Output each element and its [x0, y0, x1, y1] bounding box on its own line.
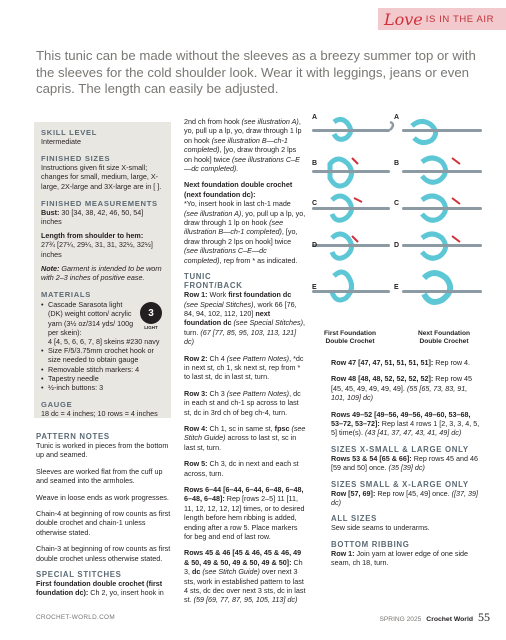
- rows-45-46: [184, 548, 306, 604]
- rows-45-46-c: (see Stitch Guide): [200, 567, 260, 577]
- fdc-label: First foundation double crochet (first foundation dc):: [36, 579, 163, 598]
- row-4-label: Row 4:: [184, 423, 208, 433]
- illustration-label-c-right: C: [394, 200, 400, 207]
- sizes-xsmall-large-heading: SIZES X-SMALL & LARGE ONLY: [331, 444, 469, 454]
- instructions-column: [184, 117, 306, 605]
- illustration-label-d-right: D: [394, 242, 400, 249]
- material-needle: • Tapestry needle: [41, 374, 164, 383]
- caption-next-foundation: Next Foundation Double Crochet: [417, 330, 470, 345]
- materials-list: [41, 300, 164, 392]
- section-banner: [378, 8, 506, 30]
- row-48-label: Row 48 [48, 48, 52, 52, 52, 52]:: [331, 374, 434, 384]
- rows-53-54-label: Rows 53 & 54 [65 & 66]:: [331, 453, 412, 463]
- row-1-h: (67 [77, 85, 95, 103, 113, 121] dc): [184, 327, 297, 347]
- rows-6-44: [184, 485, 306, 541]
- rows-53-54: [331, 454, 481, 473]
- row-57-69-a: Rep row [45, 49] once.: [375, 488, 452, 498]
- row-1-label: Row 1:: [184, 290, 208, 300]
- pattern-info-sidebar: [34, 122, 171, 418]
- row-57-69: [331, 489, 481, 508]
- left-column-illustrations: [312, 119, 393, 300]
- caption-first-foundation: First Foundation Double Crochet: [323, 330, 376, 345]
- illustration-label-a-left: A: [312, 114, 318, 121]
- row-57-69-label: Row [57, 69]:: [331, 488, 376, 498]
- material-yarn: • Cascade Sarasota light (DK) weight cotton/ acrylic yarn (3½ oz/314 yds/ 100g per skein):: [41, 300, 164, 337]
- pattern-notes-heading: PATTERN NOTES: [36, 432, 110, 441]
- nfdc-g: , rep from * as indicated.: [219, 255, 298, 265]
- ease-note: [41, 264, 164, 282]
- material-buttons: • ½-inch buttons: 3: [41, 383, 164, 392]
- fdc-continued: [184, 117, 306, 173]
- row-3-b: (see Pattern Notes): [226, 388, 290, 398]
- all-sizes-heading: ALL SIZES: [331, 514, 378, 524]
- fdc-cont-e: , [yo, draw through 2 lps on hook] twice: [184, 145, 297, 164]
- nfdc-label: Next foundation double crochet (next foundation dc):: [184, 180, 293, 199]
- note-value: Garment is intended to be worn with 2–3 inches of positive ease.: [41, 263, 162, 283]
- instructions-column-right: [331, 358, 481, 568]
- row-48-a: Rep row 45 [45, 45, 49, 49, 49, 49].: [331, 374, 473, 393]
- material-skeins: 4 [4, 5, 6, 6, 7, 8] skeins #230 navy: [48, 337, 160, 347]
- skill-level-heading: SKILL LEVEL: [41, 128, 98, 137]
- page-number: 55: [478, 610, 490, 624]
- rows-45-46-d: over next 3 sts, work in established pattern to last 4 sts, dc dec over next 3 sts, dc in last st.: [184, 567, 306, 605]
- nfdc-a: *Yo, insert hook in last ch-1 made: [184, 199, 291, 209]
- ribbing-row-1-label: Row 1:: [331, 548, 355, 558]
- special-stitches-heading: SPECIAL STITCHES: [36, 570, 122, 580]
- illustration-label-e-right: E: [394, 284, 399, 291]
- nfdc-b: (see illustration A): [184, 208, 242, 218]
- row-3-label: Row 3:: [184, 388, 208, 398]
- rows-45-46-b: dc: [192, 567, 201, 577]
- finished-measurements-heading: FINISHED MEASUREMENTS: [41, 198, 158, 208]
- row-3-a: Ch 3: [207, 388, 227, 398]
- bottom-ribbing-heading: BOTTOM RIBBING: [331, 539, 410, 549]
- rows-6-44-text: Rep [rows 2–5] 11 [11, 11, 12, 12, 12, 12] times, or to desired length before hem ribbing is added, ending after a row 5. Place markers for beg and end of last row.: [184, 494, 305, 542]
- fdc-cont-b: (see illustration A): [241, 117, 299, 126]
- fdc-cont-d: (see illustration B—ch-1 completed): [184, 135, 288, 155]
- note-label: Note:: [41, 263, 60, 273]
- footer-magazine: Crochet World: [426, 616, 473, 623]
- rows-53-54-b: (35 [39] dc): [388, 463, 425, 473]
- stitch-illustration-graphic: [312, 112, 492, 334]
- length-value: 27¾ [27¼, 29¼, 31, 31, 32½, 32½] inches: [41, 240, 153, 259]
- material-hook: • Size F/5/3.75mm crochet hook or size needed to obtain gauge: [41, 346, 164, 364]
- stitch-illustrations: [312, 112, 492, 352]
- row-2-b: (see Pattern Notes): [226, 353, 290, 363]
- fdc-cont-a: 2nd ch from hook: [184, 117, 242, 126]
- footer-site: CROCHET-WORLD.COM: [36, 614, 115, 621]
- note-3: Weave in loose ends as work progresses.: [36, 492, 169, 502]
- illustration-label-b-right: B: [394, 160, 400, 167]
- skill-level: Intermediate: [41, 137, 81, 146]
- row-4-b: fpsc: [274, 423, 290, 433]
- rows-6-44-label: Rows 6–44 [6–44, 6–44, 6–48, 6–48, 6–48, 6–48]:: [184, 485, 304, 504]
- illustration-label-d-left: D: [312, 242, 318, 249]
- row-4-c: (see Stitch Guide): [184, 423, 306, 443]
- illustration-label-a-right: A: [394, 114, 400, 121]
- rows-53-54-a: Rep rows 45 and 46 [59 and 50] once.: [331, 453, 479, 473]
- rows-49-52-label: Rows 49–52 [49–56, 49–56, 49–60, 53–68, 53–72, 53–72]:: [331, 409, 471, 429]
- nfdc-e: , [yo, draw through 2 lps on hook] twice: [184, 227, 298, 246]
- nfdc-d: (see illustration B—ch-1 completed): [184, 218, 284, 237]
- bust-label: Bust:: [41, 207, 60, 217]
- fdc-cont-c: , yo, pull up a lp, yo, draw through 1 lp on hook: [184, 117, 302, 145]
- footer-info: [380, 610, 490, 625]
- gauge-heading: GAUGE: [41, 400, 73, 410]
- row-4: [184, 424, 306, 452]
- row-5-label: Row 5:: [184, 459, 208, 469]
- note-5: Chain-3 at beginning of row counts as first double crochet unless otherwise stated.: [36, 544, 171, 563]
- footer-issue: SPRING 2025: [379, 616, 422, 623]
- note-1: Tunic is worked in pieces from the bottom up and seamed.: [36, 441, 169, 460]
- row-1-a: Work: [207, 290, 229, 300]
- gauge: 18 dc = 4 inches; 10 rows = 4 inches: [41, 409, 158, 419]
- row-2-a: Ch 4: [207, 353, 227, 363]
- illustration-label-e-left: E: [312, 284, 317, 291]
- row-47-label: Row 47 [47, 47, 51, 51, 51, 51]:: [331, 358, 434, 367]
- row-1-f: (see Special Stitches): [231, 318, 304, 328]
- materials-heading: MATERIALS: [41, 290, 92, 300]
- rows-49-52-a: Rep last 4 rows 1 [2, 3, 3, 4, 5, 5] time(s).: [331, 419, 480, 438]
- row-1-d: , work 66 [76, 84, 94, 102, 112, 120]: [184, 299, 297, 318]
- ribbing-row-1-text: Join yarn at lower edge of one side seam, ch 18, turn.: [331, 548, 469, 568]
- row-1-g: , turn.: [184, 318, 306, 337]
- rows-49-52: [331, 410, 481, 438]
- row-5: [184, 459, 306, 478]
- row-2-c: , *dc in next st, ch 1, sk next st, rep from * to last st, dc in last st, turn.: [184, 353, 304, 382]
- finished-sizes: Instructions given fit size X-small; changes for small, medium, large, X-large, 2X-large and 3X-large are in [ ].: [41, 163, 162, 191]
- row-1: [184, 290, 306, 346]
- nfdc-f: (see illustrations C–E—dc completed): [184, 246, 267, 265]
- row-2-label: Row 2:: [184, 353, 208, 363]
- ribbing-row-1: [331, 549, 481, 568]
- row-1-b: first foundation dc: [228, 290, 292, 300]
- rows-45-46-e: (59 [69, 77, 87, 95, 105, 113] dc): [193, 595, 298, 605]
- all-sizes-text: Sew side seams to underarms.: [331, 523, 430, 533]
- row-5-a: Ch 3, dc in next and each st across, turn.: [184, 459, 299, 478]
- row-3: [184, 389, 306, 417]
- yarn-weight-label: LIGHT: [144, 325, 158, 331]
- row-47-text: Rep row 4.: [433, 358, 471, 367]
- row-3-c: , dc in each st and ch-1 sp across to last st, dc in 3rd ch of beg ch-4, turn.: [184, 388, 301, 417]
- banner-text: IS IN THE AIR: [425, 13, 495, 25]
- right-column-illustrations: [402, 121, 482, 302]
- row-4-a: Ch 1, sc in same st,: [207, 423, 275, 433]
- row-2: [184, 354, 306, 382]
- yarn-weight-number: 3: [140, 302, 162, 324]
- bust-value: 30 [34, 38, 42, 46, 50, 54] inches: [41, 207, 144, 227]
- row-1-c: (see Special Stitches): [184, 299, 254, 309]
- row-57-69-b: ([37, 39] dc): [331, 488, 479, 508]
- illustration-label-c-left: C: [312, 200, 318, 207]
- nfdc-c: , yo, pull up a lp, yo, draw through 1 lp on hook: [184, 208, 306, 228]
- sizes-small-xlarge-heading: SIZES SMALL & X-LARGE ONLY: [331, 479, 469, 489]
- tunic-heading: TUNIC: [184, 272, 212, 282]
- rows-45-46-a: Ch 3,: [184, 557, 303, 577]
- banner-love: Love: [384, 9, 423, 29]
- pattern-notes-column: [36, 432, 173, 598]
- finished-sizes-heading: FINISHED SIZES: [41, 154, 111, 164]
- material-markers: • Removable stitch markers: 4: [41, 365, 164, 374]
- fdc-cont-f: (see illustrations C–E—dc completed).: [184, 154, 300, 174]
- rows-49-52-b: (43 [41, 37, 47, 43, 41, 49] dc): [364, 428, 462, 438]
- next-foundation-dc: [184, 180, 306, 265]
- length-label: Length from shoulder to hem:: [41, 231, 144, 241]
- row-4-d: across to last st, sc in last st, turn.: [184, 433, 297, 452]
- first-foundation-dc: [36, 579, 173, 598]
- front-back-heading: FRONT/BACK: [184, 281, 243, 291]
- row-48-b: (55 [65, 73, 83, 91, 101, 109] dc): [331, 383, 468, 403]
- note-4: Chain-4 at beginning of row counts as first double crochet and chain-1 unless otherwise stated.: [36, 509, 171, 537]
- row-1-e: next foundation dc: [184, 308, 271, 328]
- rows-45-46-label: Rows 45 & 46 [45 & 46, 45 & 46, 49 & 50, 49 & 50, 49 & 50, 49 & 50]:: [184, 548, 302, 567]
- row-48: [331, 374, 481, 402]
- note-2: Sleeves are worked flat from the cuff up and seamed into the armholes.: [36, 466, 163, 486]
- intro-text: This tunic can be made without the sleeves as a breezy summer top or with the sleeves for the cold shoulder look. Wear it with leggings, jeans or even capris. The length can easily be adjusted.: [36, 48, 476, 97]
- row-47: [331, 358, 481, 367]
- bust-measurement: [41, 208, 164, 226]
- fdc-text: Ch 2, yo, insert hook in: [88, 588, 164, 598]
- illustration-label-b-left: B: [312, 160, 318, 167]
